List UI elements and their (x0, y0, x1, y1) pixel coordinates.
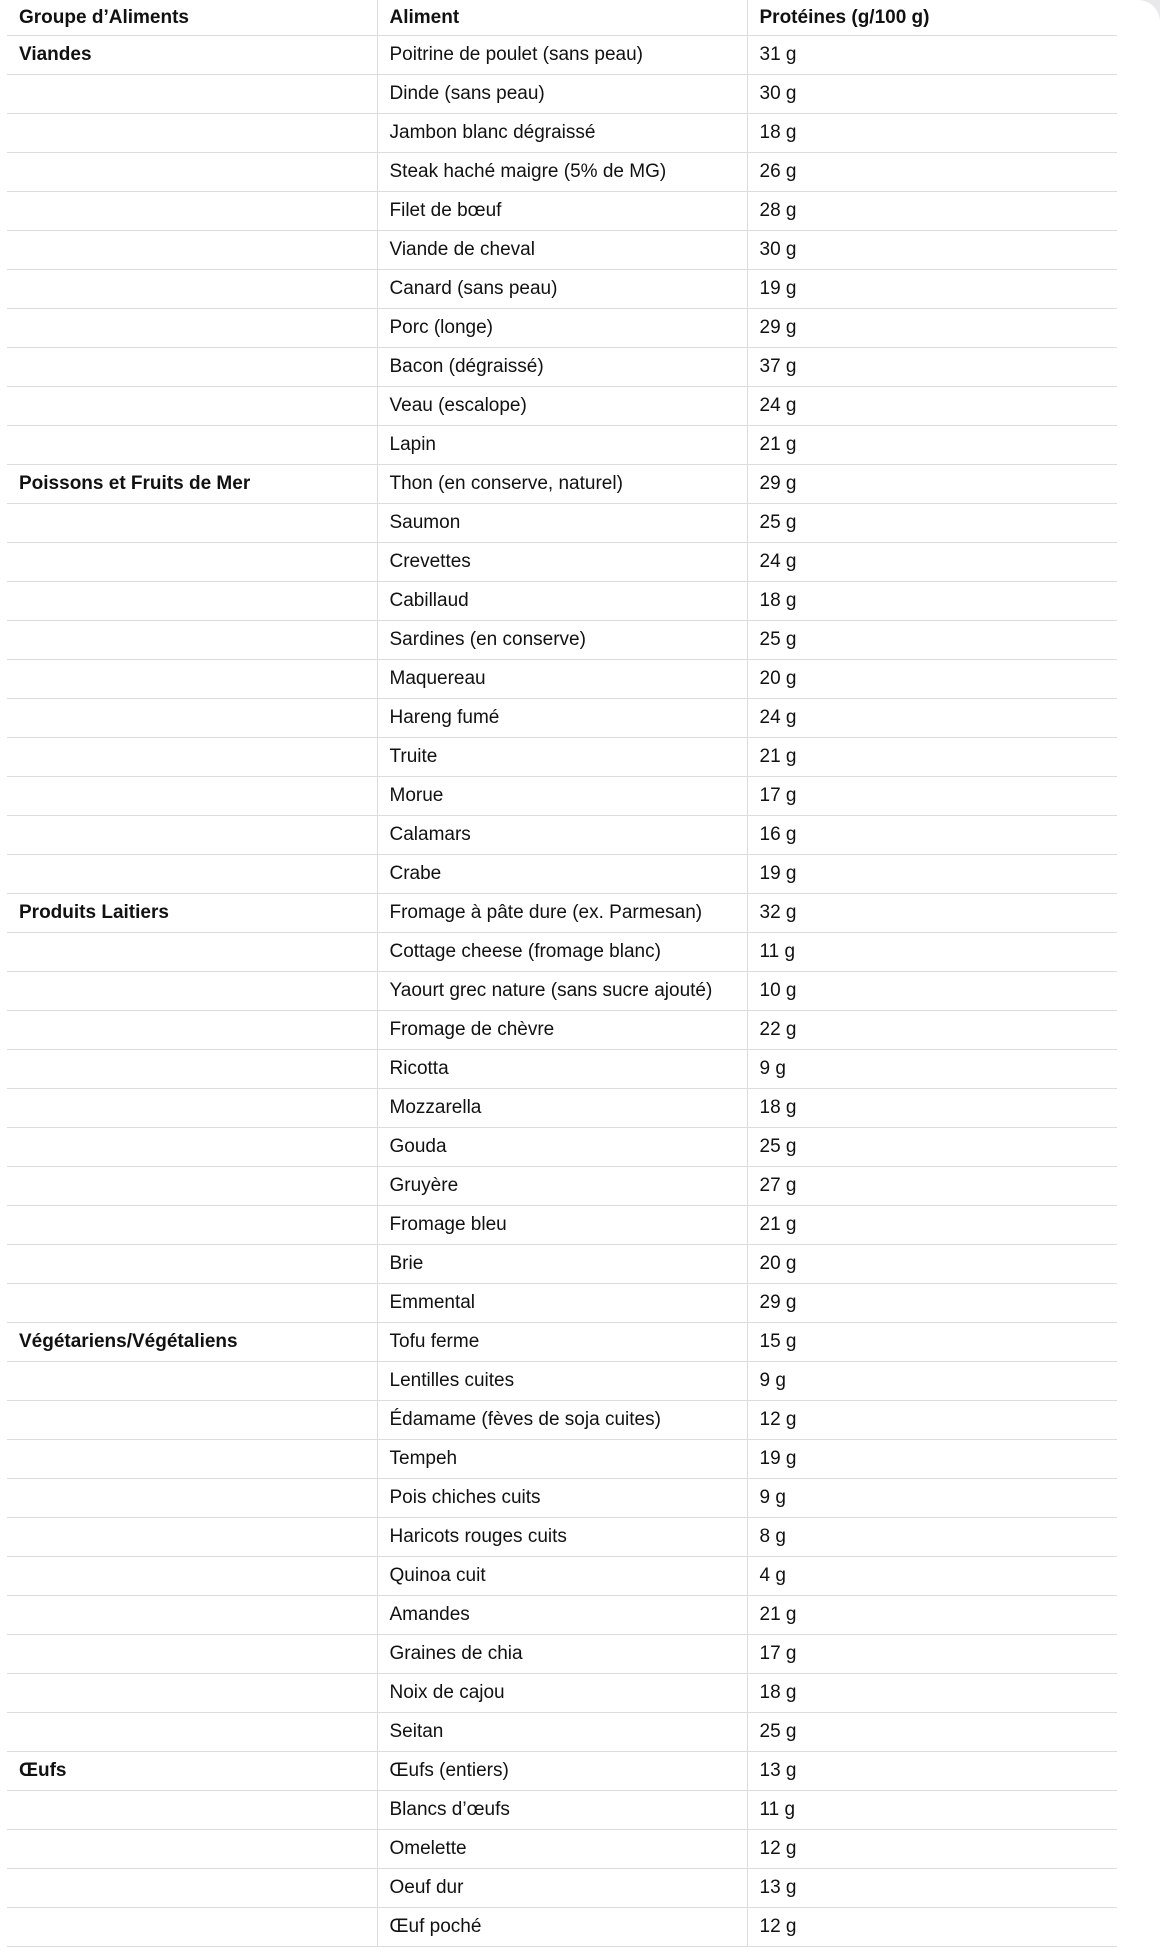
table-row (7, 309, 1117, 348)
protein-cell: 24 g (747, 699, 1117, 738)
table-row (7, 1674, 1117, 1713)
group-cell (7, 699, 377, 738)
group-cell (7, 1713, 377, 1752)
food-cell: Sardines (en conserve) (377, 621, 747, 660)
protein-cell: 37 g (747, 348, 1117, 387)
group-cell: Produits Laitiers (7, 894, 377, 933)
group-cell (7, 270, 377, 309)
protein-cell: 17 g (747, 777, 1117, 816)
table-row (7, 231, 1117, 270)
table-row (7, 582, 1117, 621)
food-cell: Lentilles cuites (377, 1362, 747, 1401)
food-cell: Gruyère (377, 1167, 747, 1206)
table-row (7, 1752, 1117, 1791)
food-cell: Omelette (377, 1830, 747, 1869)
table-row (7, 972, 1117, 1011)
table-row (7, 738, 1117, 777)
food-cell: Fromage de chèvre (377, 1011, 747, 1050)
table-row (7, 36, 1117, 75)
protein-cell: 13 g (747, 1869, 1117, 1908)
group-cell (7, 777, 377, 816)
protein-cell: 25 g (747, 621, 1117, 660)
protein-cell: 20 g (747, 1245, 1117, 1284)
group-cell (7, 1596, 377, 1635)
group-cell (7, 75, 377, 114)
protein-cell: 22 g (747, 1011, 1117, 1050)
table-row (7, 1557, 1117, 1596)
table-row (7, 348, 1117, 387)
group-cell (7, 972, 377, 1011)
protein-cell: 21 g (747, 1206, 1117, 1245)
group-cell (7, 1908, 377, 1947)
food-cell: Viande de cheval (377, 231, 747, 270)
food-cell: Calamars (377, 816, 747, 855)
table-row (7, 1908, 1117, 1947)
group-cell (7, 1401, 377, 1440)
table-row (7, 1830, 1117, 1869)
protein-cell: 12 g (747, 1830, 1117, 1869)
protein-cell: 18 g (747, 582, 1117, 621)
group-cell (7, 1674, 377, 1713)
protein-cell: 12 g (747, 1401, 1117, 1440)
food-cell: Maquereau (377, 660, 747, 699)
protein-cell: 30 g (747, 231, 1117, 270)
food-cell: Brie (377, 1245, 747, 1284)
food-cell: Tempeh (377, 1440, 747, 1479)
protein-cell: 18 g (747, 1089, 1117, 1128)
food-cell: Noix de cajou (377, 1674, 747, 1713)
food-cell: Édamame (fèves de soja cuites) (377, 1401, 747, 1440)
food-cell: Graines de chia (377, 1635, 747, 1674)
protein-cell: 21 g (747, 426, 1117, 465)
food-cell: Cabillaud (377, 582, 747, 621)
protein-cell: 8 g (747, 1518, 1117, 1557)
food-cell: Œuf poché (377, 1908, 747, 1947)
header-protein: Protéines (g/100 g) (747, 0, 1117, 36)
table-row (7, 504, 1117, 543)
food-cell: Poitrine de poulet (sans peau) (377, 36, 747, 75)
protein-cell: 25 g (747, 1128, 1117, 1167)
group-cell (7, 855, 377, 894)
food-cell: Tofu ferme (377, 1323, 747, 1362)
food-cell: Fromage bleu (377, 1206, 747, 1245)
food-cell: Thon (en conserve, naturel) (377, 465, 747, 504)
group-cell: Œufs (7, 1752, 377, 1791)
table-row (7, 1050, 1117, 1089)
table-row (7, 699, 1117, 738)
protein-cell: 16 g (747, 816, 1117, 855)
table-row (7, 465, 1117, 504)
food-cell: Emmental (377, 1284, 747, 1323)
group-cell (7, 1869, 377, 1908)
food-cell: Bacon (dégraissé) (377, 348, 747, 387)
protein-cell: 32 g (747, 894, 1117, 933)
group-cell (7, 192, 377, 231)
table-row (7, 933, 1117, 972)
protein-cell: 24 g (747, 387, 1117, 426)
protein-cell: 27 g (747, 1167, 1117, 1206)
protein-cell: 9 g (747, 1362, 1117, 1401)
protein-cell: 9 g (747, 1050, 1117, 1089)
food-cell: Pois chiches cuits (377, 1479, 747, 1518)
table-row (7, 621, 1117, 660)
food-cell: Saumon (377, 504, 747, 543)
group-cell (7, 543, 377, 582)
table-row (7, 1596, 1117, 1635)
group-cell (7, 1206, 377, 1245)
table-row (7, 660, 1117, 699)
group-cell: Poissons et Fruits de Mer (7, 465, 377, 504)
protein-cell: 28 g (747, 192, 1117, 231)
food-cell: Steak haché maigre (5% de MG) (377, 153, 747, 192)
group-cell (7, 621, 377, 660)
table-body (7, 36, 1117, 1947)
protein-cell: 10 g (747, 972, 1117, 1011)
table-row (7, 114, 1117, 153)
group-cell (7, 660, 377, 699)
table-row (7, 1635, 1117, 1674)
protein-cell: 25 g (747, 1713, 1117, 1752)
food-cell: Oeuf dur (377, 1869, 747, 1908)
protein-cell: 17 g (747, 1635, 1117, 1674)
group-cell (7, 1128, 377, 1167)
table-row (7, 387, 1117, 426)
group-cell (7, 816, 377, 855)
group-cell (7, 738, 377, 777)
food-cell: Fromage à pâte dure (ex. Parmesan) (377, 894, 747, 933)
food-cell: Gouda (377, 1128, 747, 1167)
group-cell (7, 1518, 377, 1557)
protein-cell: 18 g (747, 114, 1117, 153)
table-row (7, 1479, 1117, 1518)
group-cell (7, 504, 377, 543)
protein-cell: 15 g (747, 1323, 1117, 1362)
protein-cell: 29 g (747, 1284, 1117, 1323)
group-cell (7, 1050, 377, 1089)
food-cell: Canard (sans peau) (377, 270, 747, 309)
group-cell (7, 426, 377, 465)
group-cell (7, 1362, 377, 1401)
group-cell (7, 348, 377, 387)
protein-cell: 13 g (747, 1752, 1117, 1791)
food-cell: Filet de bœuf (377, 192, 747, 231)
food-cell: Amandes (377, 1596, 747, 1635)
food-cell: Morue (377, 777, 747, 816)
table-row (7, 1284, 1117, 1323)
table-row (7, 1089, 1117, 1128)
group-cell (7, 1011, 377, 1050)
food-cell: Crevettes (377, 543, 747, 582)
group-cell (7, 114, 377, 153)
table-row (7, 855, 1117, 894)
group-cell (7, 1557, 377, 1596)
table-row (7, 1791, 1117, 1830)
header-group: Groupe d’Aliments (7, 0, 377, 36)
table-row (7, 1401, 1117, 1440)
group-cell (7, 1479, 377, 1518)
food-cell: Œufs (entiers) (377, 1752, 747, 1791)
protein-cell: 24 g (747, 543, 1117, 582)
table-row (7, 1206, 1117, 1245)
table-row (7, 1362, 1117, 1401)
group-cell: Végétariens/Végétaliens (7, 1323, 377, 1362)
protein-cell: 30 g (747, 75, 1117, 114)
food-cell: Seitan (377, 1713, 747, 1752)
food-cell: Crabe (377, 855, 747, 894)
protein-cell: 12 g (747, 1908, 1117, 1947)
group-cell (7, 1089, 377, 1128)
group-cell (7, 309, 377, 348)
protein-cell: 21 g (747, 1596, 1117, 1635)
header-food: Aliment (377, 0, 747, 36)
protein-cell: 29 g (747, 309, 1117, 348)
food-cell: Ricotta (377, 1050, 747, 1089)
food-cell: Lapin (377, 426, 747, 465)
food-cell: Mozzarella (377, 1089, 747, 1128)
table-row (7, 270, 1117, 309)
food-cell: Porc (longe) (377, 309, 747, 348)
table-row (7, 426, 1117, 465)
group-cell (7, 1635, 377, 1674)
group-cell (7, 231, 377, 270)
food-cell: Haricots rouges cuits (377, 1518, 747, 1557)
protein-cell: 29 g (747, 465, 1117, 504)
table-row (7, 1245, 1117, 1284)
protein-cell: 19 g (747, 1440, 1117, 1479)
protein-cell: 18 g (747, 1674, 1117, 1713)
table-row (7, 1167, 1117, 1206)
group-cell (7, 1245, 377, 1284)
protein-cell: 11 g (747, 933, 1117, 972)
protein-cell: 25 g (747, 504, 1117, 543)
table-row (7, 153, 1117, 192)
table-row (7, 816, 1117, 855)
protein-cell: 31 g (747, 36, 1117, 75)
group-cell (7, 1440, 377, 1479)
table-row (7, 1128, 1117, 1167)
table-row (7, 1440, 1117, 1479)
table-row (7, 777, 1117, 816)
protein-cell: 19 g (747, 855, 1117, 894)
group-cell (7, 933, 377, 972)
group-cell (7, 1830, 377, 1869)
protein-cell: 11 g (747, 1791, 1117, 1830)
table-row (7, 1713, 1117, 1752)
food-cell: Blancs d’œufs (377, 1791, 747, 1830)
protein-cell: 19 g (747, 270, 1117, 309)
protein-cell: 9 g (747, 1479, 1117, 1518)
table-row (7, 1323, 1117, 1362)
protein-cell: 21 g (747, 738, 1117, 777)
protein-cell: 4 g (747, 1557, 1117, 1596)
table-row (7, 1011, 1117, 1050)
protein-table (7, 0, 1117, 1947)
food-cell: Truite (377, 738, 747, 777)
group-cell (7, 1284, 377, 1323)
food-cell: Veau (escalope) (377, 387, 747, 426)
group-cell (7, 387, 377, 426)
group-cell: Viandes (7, 36, 377, 75)
table-row (7, 192, 1117, 231)
group-cell (7, 582, 377, 621)
protein-cell: 26 g (747, 153, 1117, 192)
food-cell: Dinde (sans peau) (377, 75, 747, 114)
table-row (7, 1518, 1117, 1557)
group-cell (7, 1791, 377, 1830)
food-cell: Hareng fumé (377, 699, 747, 738)
header-row (7, 0, 1117, 36)
group-cell (7, 153, 377, 192)
food-cell: Cottage cheese (fromage blanc) (377, 933, 747, 972)
group-cell (7, 1167, 377, 1206)
table-row (7, 75, 1117, 114)
table-row (7, 543, 1117, 582)
food-cell: Jambon blanc dégraissé (377, 114, 747, 153)
protein-cell: 20 g (747, 660, 1117, 699)
table-row (7, 894, 1117, 933)
food-cell: Yaourt grec nature (sans sucre ajouté) (377, 972, 747, 1011)
food-cell: Quinoa cuit (377, 1557, 747, 1596)
table-row (7, 1869, 1117, 1908)
